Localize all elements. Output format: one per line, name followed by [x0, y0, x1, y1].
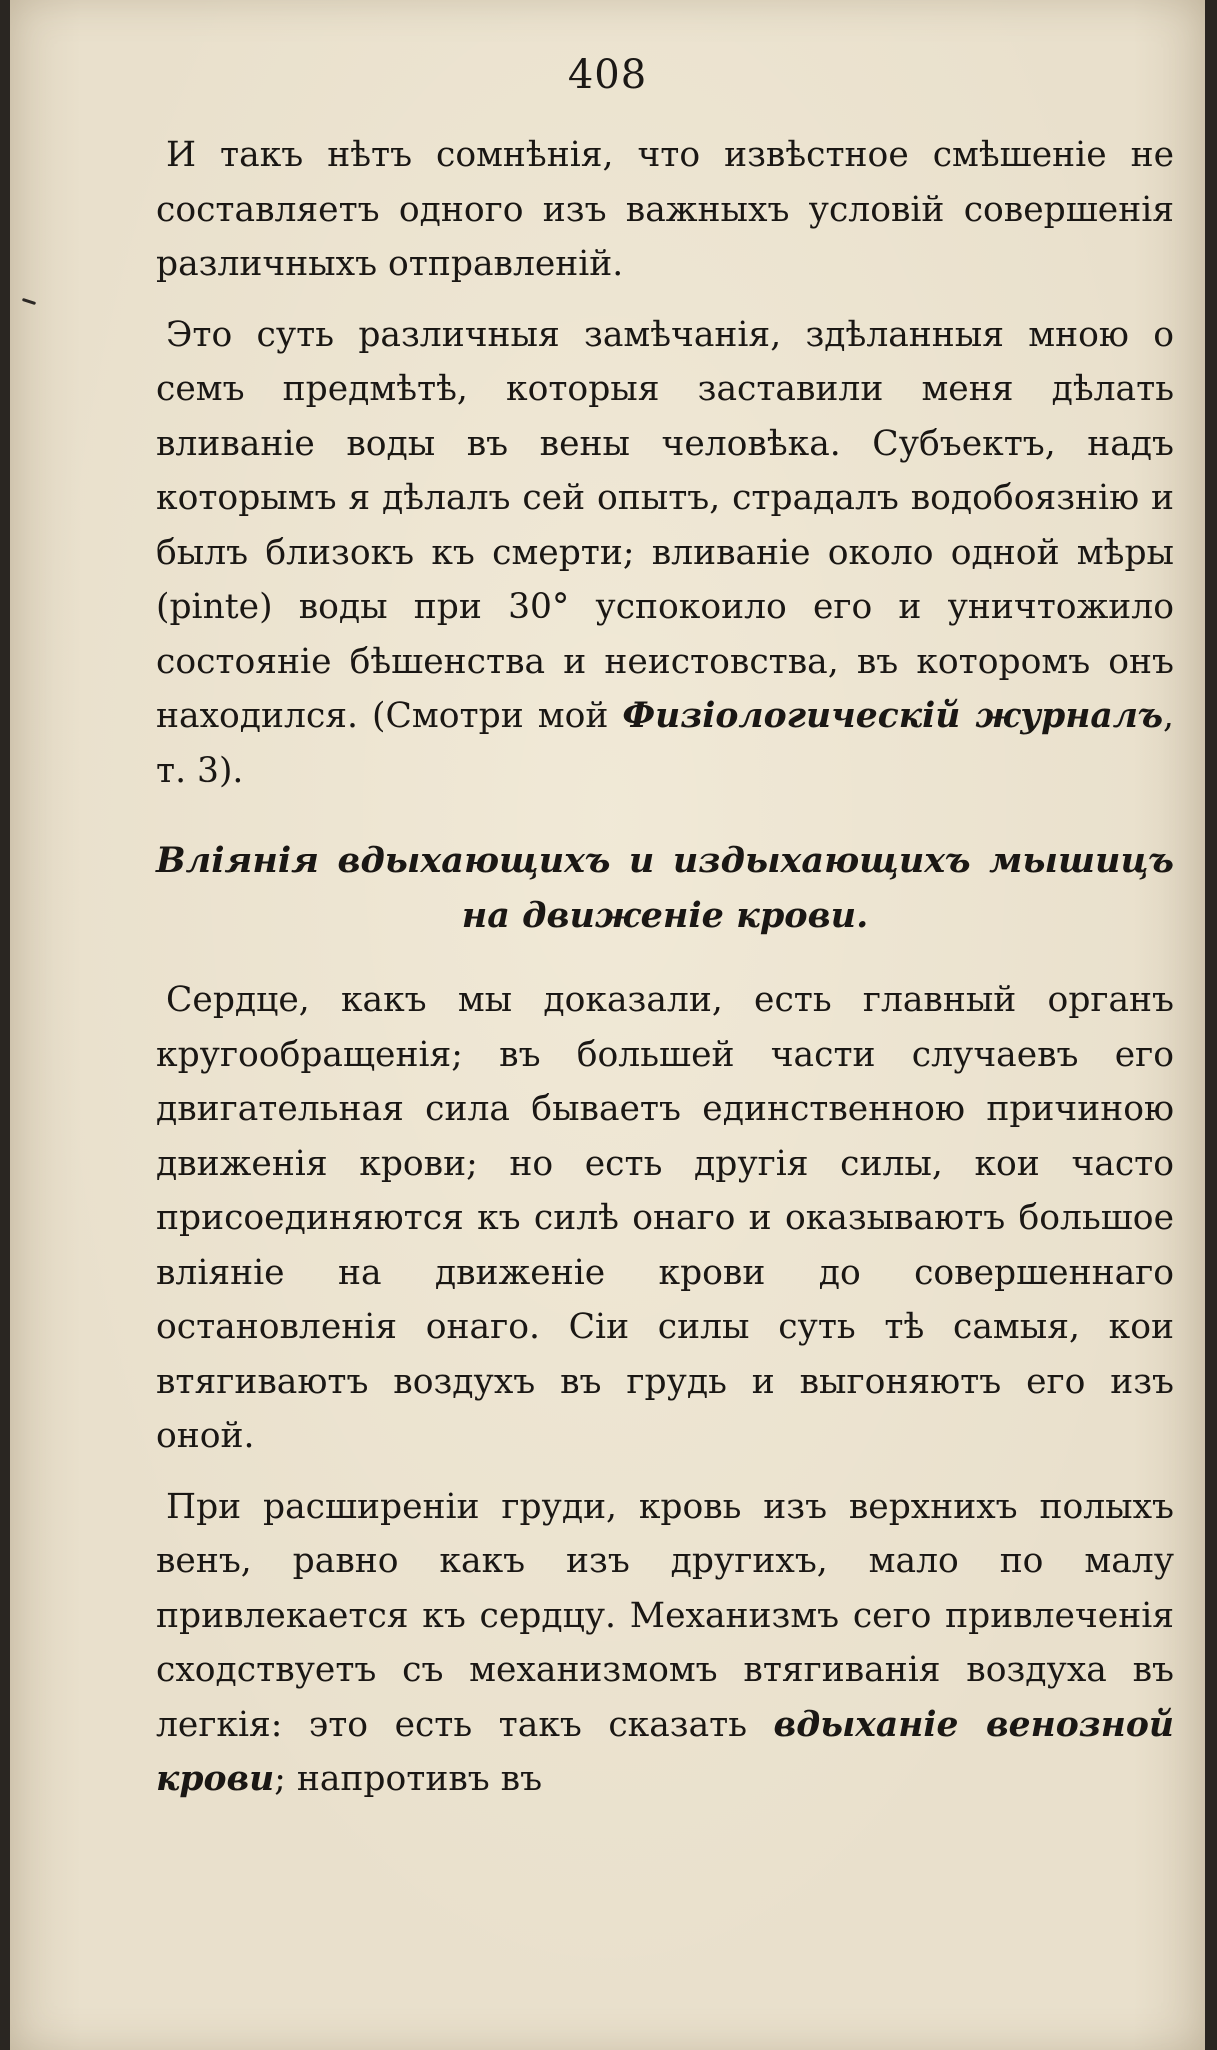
paragraph-4 — [156, 1480, 1174, 1807]
journal-title-italic: Физіологическій журналъ — [622, 696, 1164, 736]
page-number: 408 — [567, 52, 648, 98]
page-body — [156, 128, 1174, 1807]
margin-ink-mark — [22, 298, 36, 305]
paragraph-4-end: ; напротивъ въ — [274, 1759, 543, 1799]
paragraph-4-text: При расширеніи груди, кровь изъ верхнихъ полыхъ венъ, равно какъ изъ другихъ, мало по малу привлекается къ сердцу. Механизмъ сего привлеченія сходствуетъ съ механизмомъ втягиванія воздуха въ легкія: это есть такъ сказать — [156, 1486, 1174, 1745]
paragraph-2 — [156, 308, 1174, 799]
book-page — [10, 0, 1205, 2050]
section-heading: Вліянія вдыхающихъ и издыхающихъ мышицъ на движеніе крови. — [156, 840, 1174, 936]
paragraph-2-text: Это суть различныя замѣчанія, здѣланныя мною о семъ предмѣтѣ, которыя заставили меня дѣлать вливаніе воды въ вены человѣка. Субъектъ, надъ которымъ я дѣлалъ сей опытъ, страдалъ водобоязнію и былъ близокъ къ смерти; вливаніе около одной мѣры (pinte) воды при 30° успокоило его и уничтожило состояніе бѣшенства и неистовства, въ которомъ онъ находился. (Смотри мой — [156, 314, 1174, 736]
paragraph-3: Сердце, какъ мы доказали, есть главный органъ кругообращенія; въ большей части случаевъ его двигательная сила бываетъ единственною причиною движенія крови; но есть другія силы, кои часто присоединяются къ силѣ онаго и оказываютъ большое вліяніе на движеніе крови до совершеннаго остановленія онаго. Сіи силы суть тѣ самыя, кои втягиваютъ воздухъ въ грудь и выгоняютъ его изъ оной. — [156, 980, 1174, 1456]
paragraph-1: И такъ нѣтъ сомнѣнія, что извѣстное смѣшеніе не составляетъ одного изъ важныхъ условій совершенія различныхъ отправленій. — [156, 135, 1174, 284]
venous-inhalation-italic: вдыханіе венозной крови — [156, 1704, 1174, 1799]
paragraph-2-end: , т. 3). — [156, 696, 1174, 791]
